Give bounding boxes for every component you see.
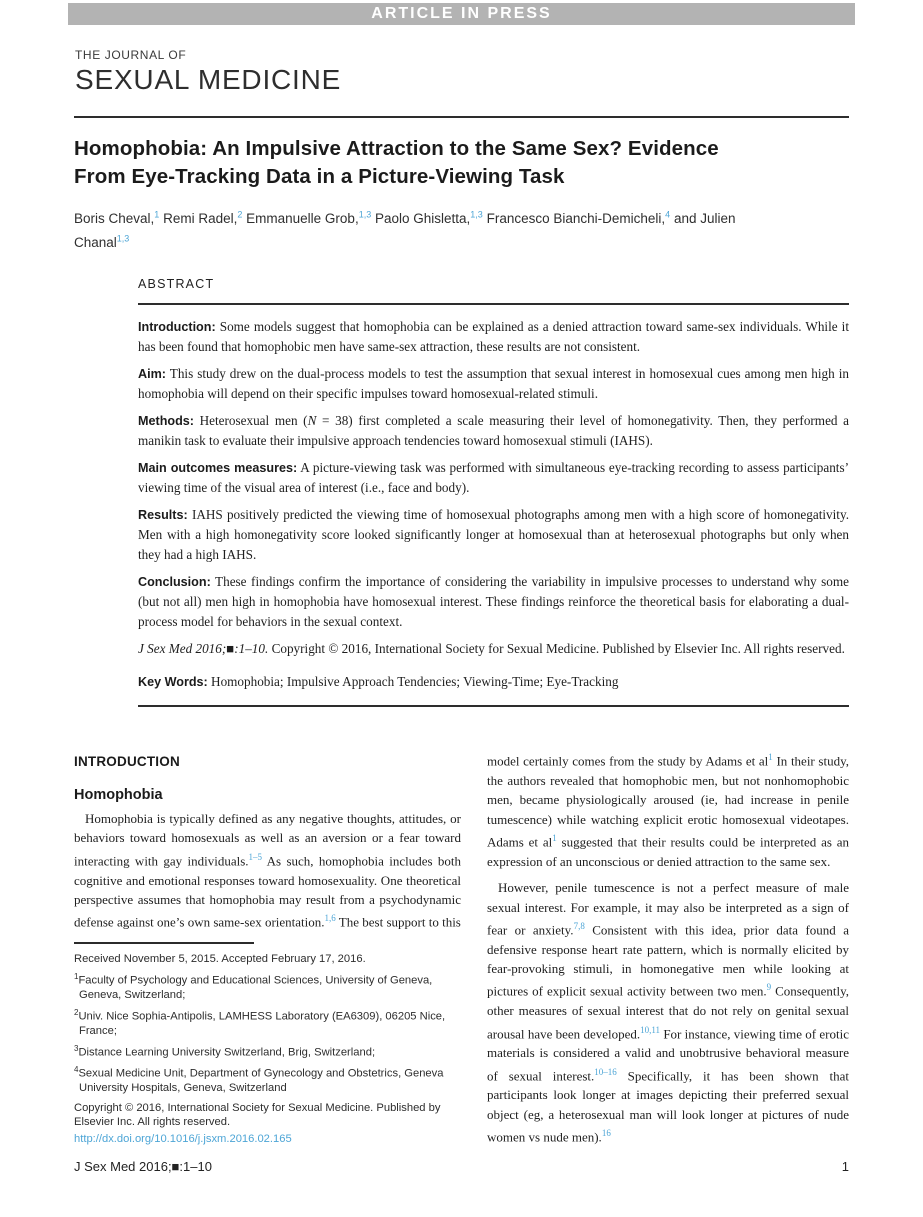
author-affiliation-ref: 4 xyxy=(665,209,671,219)
affiliation-footnote xyxy=(74,1063,461,1095)
footnote-number: 1 xyxy=(74,972,79,982)
author-name: Paolo Ghisletta, xyxy=(374,210,471,226)
journal-name: SEXUAL MEDICINE xyxy=(75,64,342,95)
abstract-section-text: These findings confirm the importance of considering the variability in impulsive processes to understand why some (but not all) men high in homophobia have homosexual interest. These findings reinforce the theoretical basis for elaborating a dual-process model for behaviors in the sexual context. xyxy=(138,574,849,629)
abstract-section xyxy=(138,572,849,632)
footnote-number: 3 xyxy=(74,1043,79,1053)
author-affiliation-ref: 1,3 xyxy=(470,209,483,219)
abstract-top-divider xyxy=(138,303,849,305)
author xyxy=(246,211,371,226)
copyright-note: Copyright © 2016, International Society for Sexual Medicine. Published by Elsevier Inc. All rights reserved. xyxy=(74,1102,441,1129)
affiliation-footnote xyxy=(74,970,461,1002)
author xyxy=(74,211,159,226)
abstract-section xyxy=(138,505,849,565)
journal-masthead xyxy=(75,48,341,96)
page-footer xyxy=(74,1159,849,1174)
footnote-divider xyxy=(74,942,254,944)
doi-link[interactable]: http://dx.doi.org/10.1016/j.jsxm.2016.02.165 xyxy=(74,1133,292,1146)
citation-ref: 1 xyxy=(768,752,773,762)
author-affiliation-ref: 1 xyxy=(154,209,160,219)
footnote-text: Distance Learning University Switzerland, Brig, Switzerland; xyxy=(78,1046,376,1059)
keywords-label: Key Words: xyxy=(138,675,208,689)
citation-ref: 16 xyxy=(601,1128,611,1139)
citation-journal-ref: J Sex Med 2016;■:1–10. xyxy=(138,641,269,656)
two-column-body xyxy=(74,748,849,1147)
affiliation-footnotes xyxy=(74,970,461,1095)
citation-copyright: Copyright © 2016, International Society for Sexual Medicine. Published by Elsevier Inc. All rights reserved. xyxy=(268,641,845,656)
author-name: Francesco Bianchi-Demicheli, xyxy=(486,210,666,226)
author-name: Emmanuelle Grob, xyxy=(246,210,359,226)
abstract-section-text: This study drew on the dual-process models to test the assumption that sexual interest in homosexual cues among men high in homophobia will depend on their specific impulses toward homosexual-related stimuli. xyxy=(138,366,849,401)
running-footer-citation: J Sex Med 2016;■:1–10 xyxy=(74,1159,212,1174)
abstract-section xyxy=(138,458,849,498)
abstract-sections xyxy=(138,317,849,632)
abstract-section-label: Methods: xyxy=(138,414,194,428)
author-name: Boris Cheval, xyxy=(74,210,155,226)
journal-kicker: THE JOURNAL OF xyxy=(75,48,187,62)
affiliation-footnote xyxy=(74,1006,461,1038)
subsection-heading-homophobia: Homophobia xyxy=(74,787,163,803)
affiliation-footnote xyxy=(74,1042,461,1060)
abstract-citation xyxy=(138,639,849,659)
right-column xyxy=(487,748,849,1147)
page-number: 1 xyxy=(841,1159,849,1174)
abstract-section-text: A picture-viewing task was performed with simultaneous eye-tracking recording to assess participants’ viewing time of the visual area of interest (i.e., face and body). xyxy=(138,460,849,495)
author xyxy=(375,211,483,226)
citation-ref: 9 xyxy=(766,982,772,993)
author xyxy=(163,211,242,226)
body-paragraph-left: Homophobia is typically defined as any negative thoughts, attitudes, or behaviors toward homosexuals as well as an aversion or a fear toward interacting with gay individuals.$^{1-5}$ As such, homophobia includes both cognitive and emotional responses toward homosexuality. One theoretical perspective assumes that homophobia may result from a psychodynamic defense against one’s own same-sex orientation.$^{1,6}$ The best support to this xyxy=(74,811,461,930)
article-title: Homophobia: An Impulsive Attraction to the Same Sex? Evidence From Eye-Tracking Data in a Picture-Viewing Task xyxy=(74,137,719,188)
footnote-text: Faculty of Psychology and Educational Sciences, University of Geneva, Geneva, Switzerland; xyxy=(78,974,433,1001)
citation-ref: 1 xyxy=(552,832,557,843)
banner-label: ARTICLE IN PRESS xyxy=(371,5,552,22)
abstract-block xyxy=(138,277,849,707)
article-in-press-banner xyxy=(68,3,855,25)
author-affiliation-ref: 1,3 xyxy=(116,233,130,244)
abstract-section-label: Conclusion: xyxy=(138,575,211,589)
left-column xyxy=(74,748,461,1147)
abstract-section xyxy=(138,364,849,404)
abstract-section-label: Aim: xyxy=(138,367,166,381)
author-name: Remi Radel, xyxy=(163,210,238,226)
abstract-section-text: Some models suggest that homophobia can be explained as a denied attraction toward same-sex individuals. While it has been found that homophobic men have same-sex attraction, these results are not consistent. xyxy=(138,319,849,354)
abstract-section-text: IAHS positively predicted the viewing time of homosexual photographs among men with a high score of homonegativity. Men with a high homonegativity score looked significantly longer at homosexual than at heterosexual photographs but only when they had a high IAHS. xyxy=(138,507,849,562)
keywords-text: Homophobia; Impulsive Approach Tendencies; Viewing-Time; Eye-Tracking xyxy=(211,674,619,689)
footnote-number: 4 xyxy=(74,1065,79,1075)
footnote-text: Univ. Nice Sophia-Antipolis, LAMHESS Laboratory (EA6309), 06205 Nice, France; xyxy=(78,1010,446,1037)
citation-ref: 1–5 xyxy=(248,851,263,862)
abstract-section-label: Introduction: xyxy=(138,320,216,334)
author xyxy=(487,211,671,226)
citation-ref: 10,11 xyxy=(640,1024,661,1035)
abstract-bottom-divider xyxy=(138,705,849,707)
keywords-line xyxy=(138,672,849,692)
received-accepted-dates: Received November 5, 2015. Accepted February 17, 2016. xyxy=(74,953,366,966)
author-affiliation-ref: 1,3 xyxy=(358,209,372,219)
body-paragraph-right: However, penile tumescence is not a perfect measure of male sexual interest. For example, it may also be interpreted as a sign of fear or anxiety.$^{7,8}$ Consistent with this idea, prior data found a defensive response heart rate pattern, which is normally elicited by fear-provoking stimuli, in homonegative men while looking at pictures of explicit sexual activity between two men.$^9$ Consequently, other measures of sexual interest that do not rely on genital sexual arousal have been developed.$^{10,11}$ For instance, viewing time of erotic materials is considered a valid and unobtrusive behavioral measure of sexual interest.$^{10-16}$ Specifically, it has been shown that participants look longer at images depicting their preferred sexual object (eg, a heterosexual man will look longer at pictures of nude women vs nude men).$^{16}$ xyxy=(487,880,850,1145)
abstract-section-label: Results: xyxy=(138,508,188,522)
author-list xyxy=(74,204,754,253)
abstract-section-label: Main outcomes measures: xyxy=(138,461,298,475)
footnote-text: Sexual Medicine Unit, Department of Gynecology and Obstetrics, Geneva University Hospitals, Geneva, Switzerland xyxy=(78,1068,444,1095)
abstract-section xyxy=(138,411,849,451)
abstract-section-text: Heterosexual men (N = 38) first completed a scale measuring their level of homonegativity. Then, they performed a manikin task to evaluate their impulsive approach tendencies toward homosexual stimuli (IAHS). xyxy=(138,413,850,448)
author-affiliation-ref: 2 xyxy=(237,209,243,219)
citation-ref: 10–16 xyxy=(594,1066,617,1077)
masthead-divider xyxy=(74,116,849,118)
section-heading-introduction: INTRODUCTION xyxy=(74,754,180,769)
footnote-number: 2 xyxy=(74,1007,79,1017)
citation-ref: 7,8 xyxy=(573,920,585,931)
author-name: and Julien Chanal xyxy=(74,210,736,250)
abstract-heading: ABSTRACT xyxy=(138,277,215,291)
citation-ref: 1,6 xyxy=(324,913,336,924)
abstract-section xyxy=(138,317,849,357)
body-paragraph-right: model certainly comes from the study by Adams et al$^1$ In their study, the authors revealed that homophobic men, but not nonhomophobic men, became physiologically aroused (ie, had increase in penile tumescence) while watching explicit erotic homosexual videotapes. Adams et al$^1$ suggested that their results could be interpreted as an expression of an unconscious or denied attraction to the same sex. xyxy=(487,752,849,869)
